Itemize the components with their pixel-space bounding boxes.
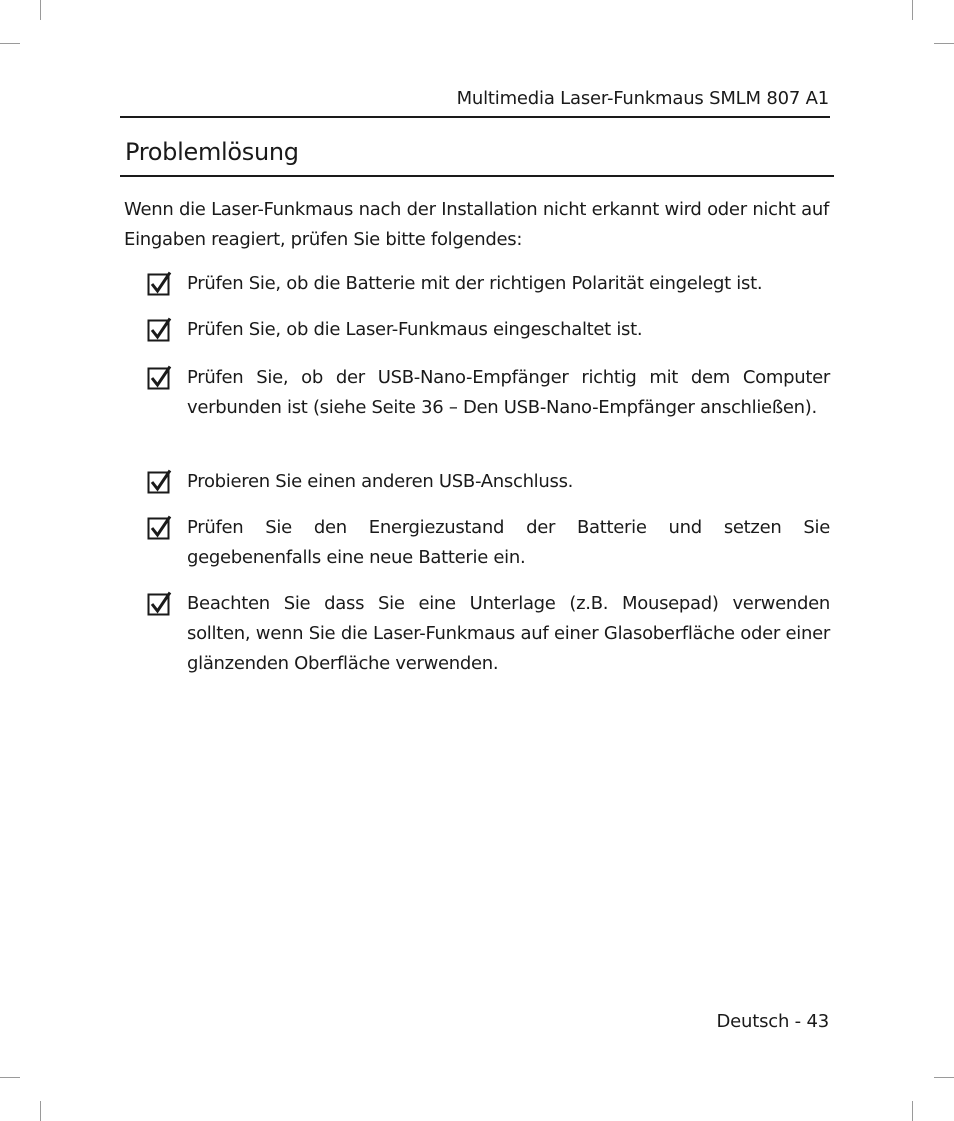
checklist-item-text: Prüfen Sie, ob die Batterie mit der richtigen Polarität eingelegt ist. [187, 273, 763, 294]
checkbox-checked-icon [147, 591, 173, 617]
section-title-rule [120, 175, 834, 177]
header-rule [120, 116, 830, 118]
crop-mark-bottom-left [0, 1077, 20, 1078]
checkbox-checked-icon [147, 515, 173, 541]
section-title: Problemlösung [125, 138, 299, 166]
checkbox-checked-icon [147, 271, 173, 297]
crop-mark-top-left [40, 0, 41, 20]
checklist-item-text: Prüfen Sie, ob die Laser-Funkmaus eingeschaltet ist. [187, 319, 643, 340]
checklist-item-text: Probieren Sie einen anderen USB-Anschluss. [187, 471, 574, 492]
crop-mark-top-left [0, 43, 20, 44]
checkbox-checked-icon [147, 469, 173, 495]
checklist-item-text: Prüfen Sie den Energiezustand der Batterie und setzen Sie gegebenenfalls eine neue Batterie ein. [187, 517, 830, 568]
crop-mark-bottom-right [934, 1077, 954, 1078]
crop-mark-top-right [934, 43, 954, 44]
checkbox-checked-icon [147, 317, 173, 343]
checklist-item-text: Prüfen Sie, ob der USB-Nano-Empfänger richtig mit dem Computer verbunden ist (siehe Seite 36 – Den USB-Nano-Empfänger anschließen). [187, 367, 830, 418]
running-header: Multimedia Laser-Funkmaus SMLM 807 A1 [456, 88, 829, 109]
crop-mark-bottom-right [912, 1101, 913, 1121]
crop-mark-top-right [912, 0, 913, 20]
checkbox-checked-icon [147, 365, 173, 391]
crop-mark-bottom-left [40, 1101, 41, 1121]
page-footer: Deutsch - 43 [716, 1011, 829, 1032]
intro-paragraph: Wenn die Laser-Funkmaus nach der Installation nicht erkannt wird oder nicht auf Eingaben reagiert, prüfen Sie bitte folgendes: [124, 199, 829, 250]
checklist-item-text: Beachten Sie dass Sie eine Unterlage (z.B. Mousepad) verwenden sollten, wenn Sie die Laser-Funkmaus auf einer Glasoberfläche oder einer glänzenden Oberfläche verwenden. [187, 593, 830, 674]
